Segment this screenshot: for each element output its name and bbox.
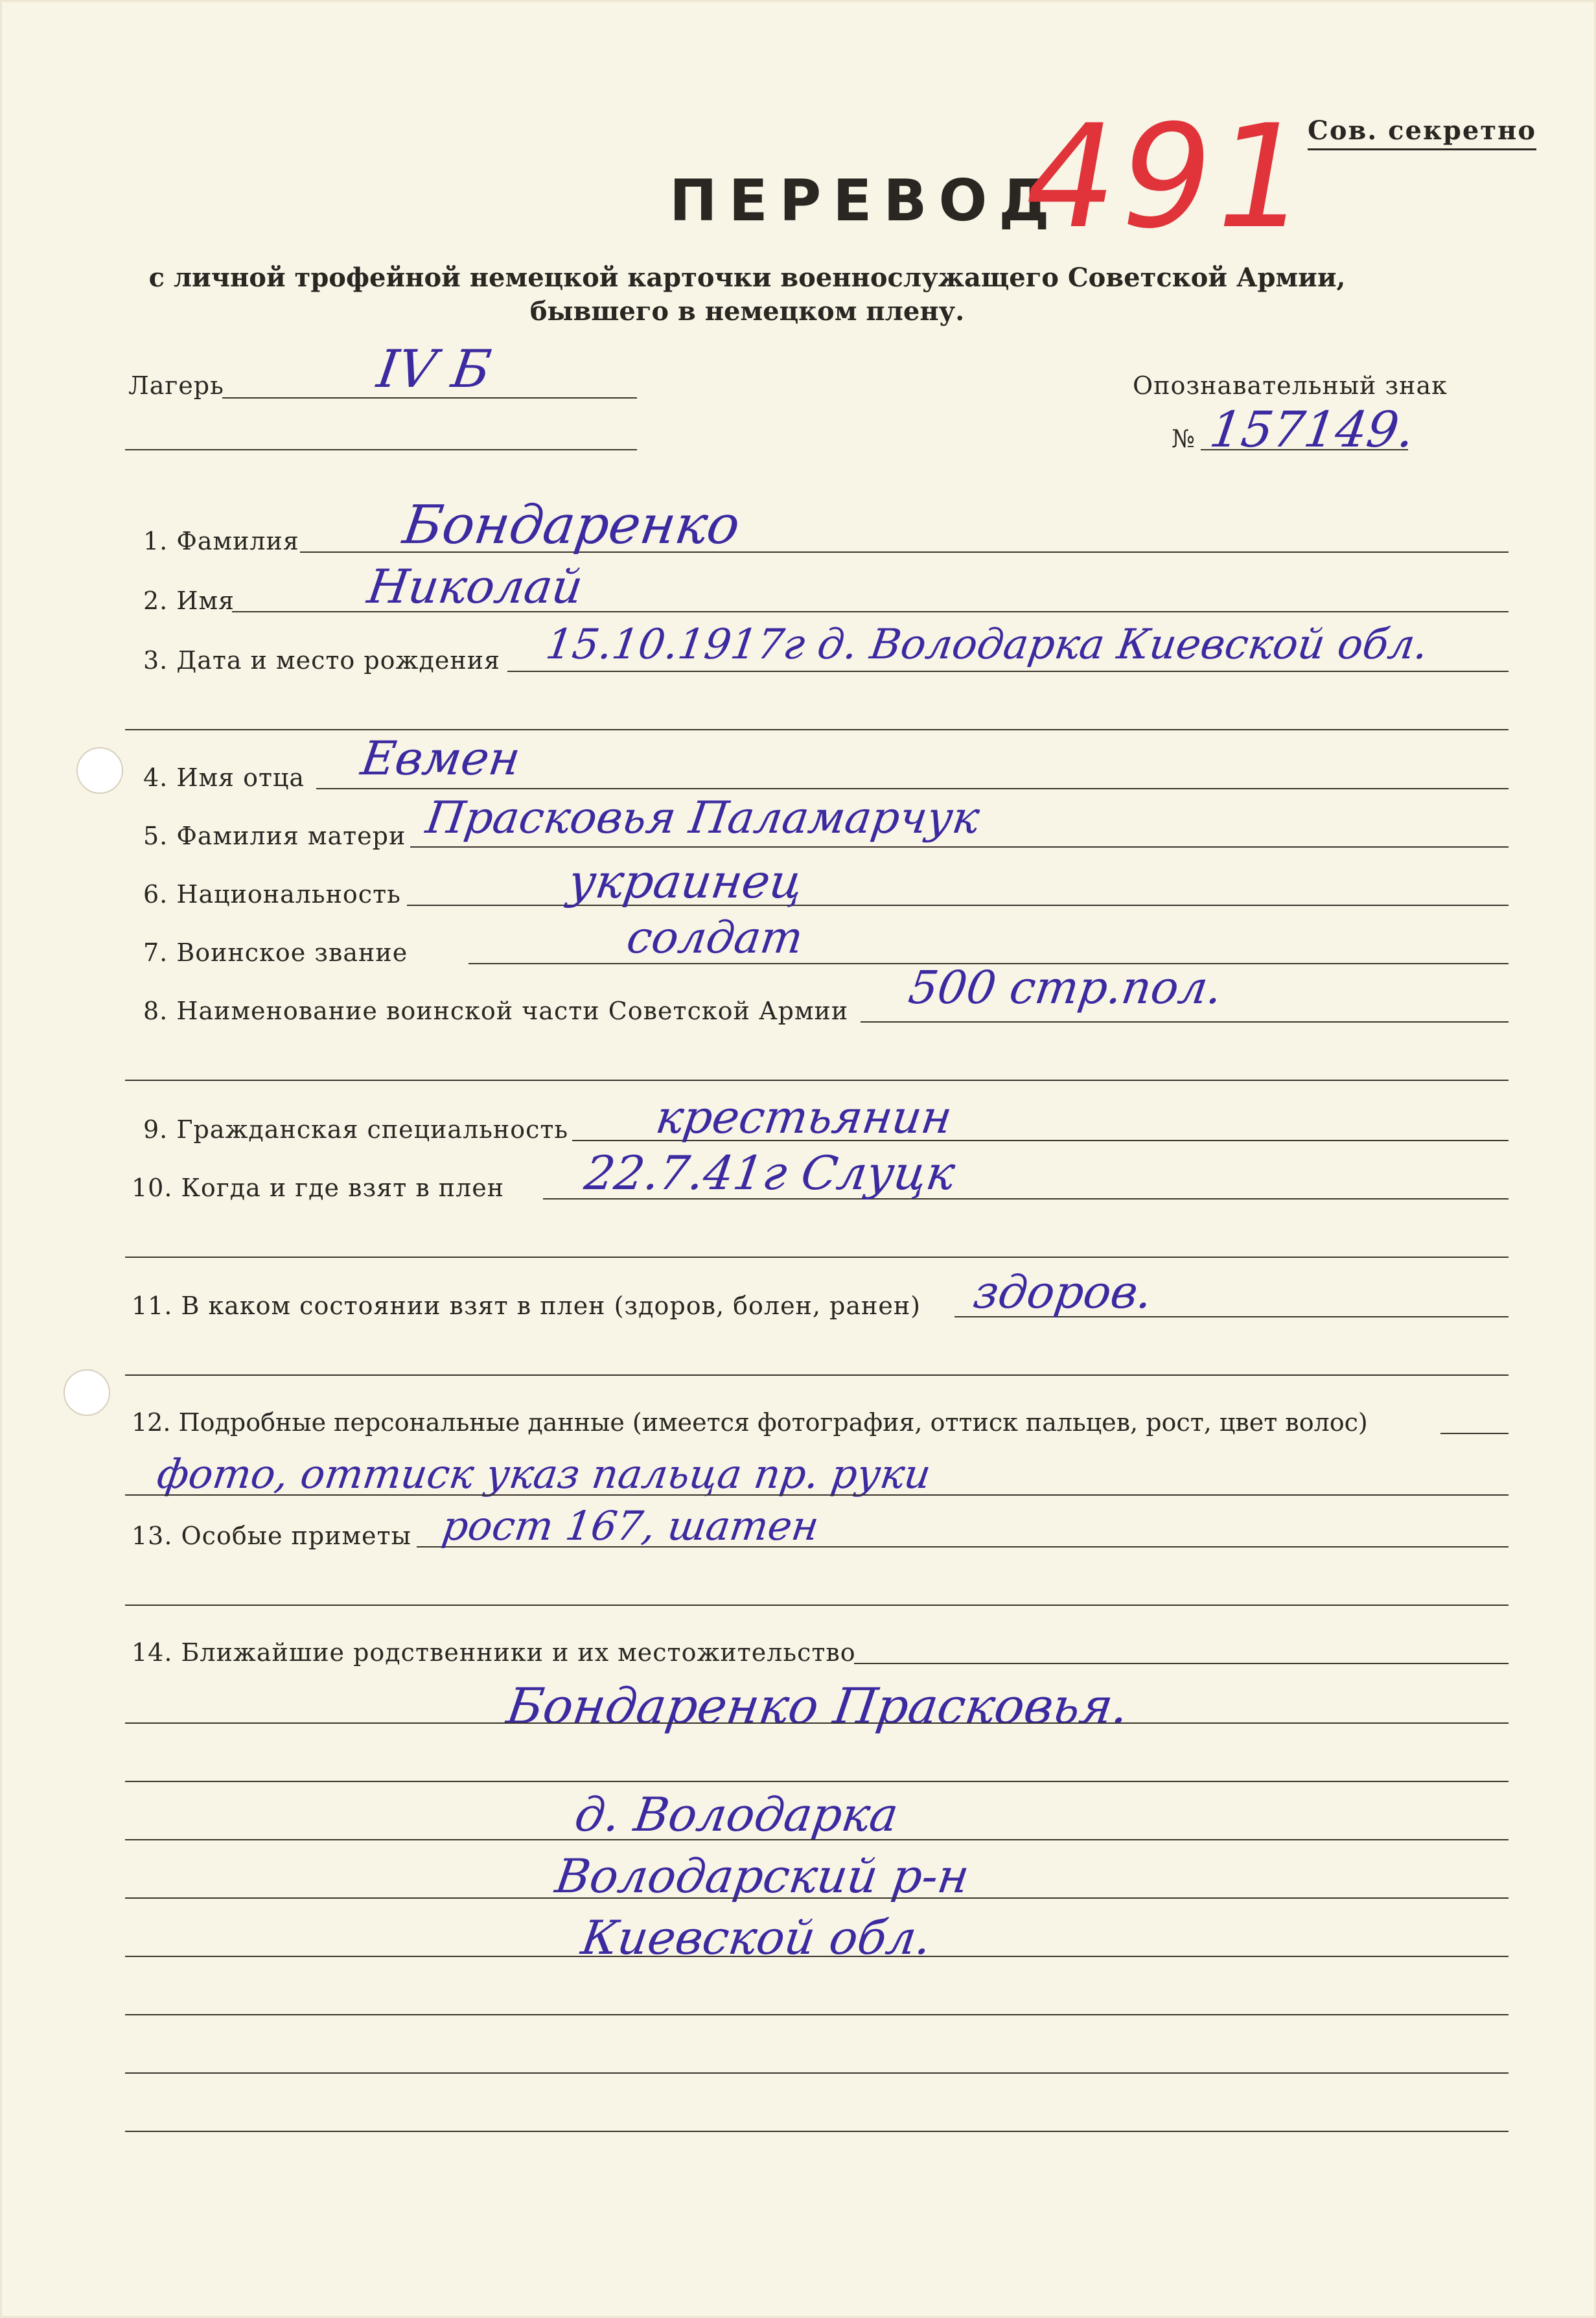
field-14-line-5 (125, 1897, 1509, 1899)
field-4-line (316, 788, 1509, 789)
field-3-label: 3. Дата и место рождения (143, 646, 501, 675)
document-title: ПЕРЕВОД (669, 167, 1061, 234)
field-12-value: фото, оттиск указ пальца пр. руки (154, 1450, 934, 1498)
field-4-label: 4. Имя отца (143, 763, 305, 792)
field-1-label: 1. Фамилия (143, 527, 299, 555)
field-11-value: здоров. (970, 1266, 1156, 1319)
field-13-value: рост 167, шатен (439, 1502, 822, 1549)
field-11-label: 11. В каком состоянии взят в плен (здоров, болен, ранен) (132, 1292, 921, 1320)
field-7-value: солдат (623, 912, 807, 964)
subtitle-line-1: с личной трофейной немецкой карточки военнослужащего Советской Армии, (148, 262, 1346, 293)
field-3-line-2 (125, 729, 1509, 730)
field-14-line-6 (125, 1956, 1509, 1957)
field-9-value: крестьянин (653, 1091, 956, 1144)
field-10-label: 10. Когда и где взят в плен (132, 1174, 505, 1202)
camp-value: IV Б (373, 339, 495, 399)
camp-line-2 (125, 449, 637, 450)
id-tag-label: Опознавательный знак (1133, 371, 1448, 400)
id-tag-value: 157149. (1206, 400, 1418, 458)
field-8-line-2 (125, 1080, 1509, 1081)
field-4-value: Евмен (358, 731, 524, 785)
field-2-label: 2. Имя (143, 586, 235, 615)
field-5-value: Прасковья Паламарчук (422, 793, 983, 844)
field-14-line-3 (125, 1781, 1509, 1782)
field-3-line (507, 671, 1509, 672)
field-13-label: 13. Особые приметы (132, 1522, 411, 1550)
field-14-line-8 (125, 2072, 1509, 2074)
field-8-label: 8. Наименование воинской части Советской Армии (143, 997, 849, 1025)
field-7-label: 7. Воинское звание (143, 938, 408, 967)
field-8-line (861, 1021, 1509, 1023)
field-1-value: Бондаренко (399, 494, 744, 556)
field-5-line (410, 846, 1509, 848)
field-5-label: 5. Фамилия матери (143, 822, 406, 850)
field-6-label: 6. Национальность (143, 880, 401, 909)
field-9-label: 9. Гражданская специальность (143, 1115, 569, 1144)
classification-stamp: Сов. секретно (1308, 115, 1536, 150)
field-14-line-7 (125, 2014, 1509, 2015)
field-10-value: 22.7.41г Слуцк (581, 1146, 958, 1200)
field-14-line (854, 1663, 1509, 1664)
field-14-value-line-4: Киевской обл. (578, 1910, 935, 1965)
punch-hole-bottom (64, 1369, 110, 1416)
field-8-value: 500 стр.пол. (905, 961, 1226, 1014)
id-tag-number-prefix: № (1172, 424, 1196, 453)
field-14-line-2 (125, 1722, 1509, 1724)
field-10-line-2 (125, 1257, 1509, 1258)
field-14-value-line-2: д. Володарка (572, 1787, 902, 1842)
field-14-line-9 (125, 2131, 1509, 2132)
field-14-value-line-3: Володарский р-н (552, 1849, 973, 1903)
field-14-label: 14. Ближайшие родственники и их местожительство (132, 1638, 856, 1667)
red-handwritten-number: 491 (1011, 94, 1324, 260)
document-subtitle (132, 261, 1363, 329)
field-6-value: украинец (565, 854, 807, 909)
field-3-value: 15.10.1917г д. Володарка Киевской обл. (542, 621, 1431, 669)
field-14-line-4 (125, 1839, 1509, 1840)
camp-label: Лагерь (128, 371, 224, 400)
punch-hole-top (76, 747, 123, 794)
field-12-line-2 (125, 1494, 1509, 1496)
field-13-line-2 (125, 1605, 1509, 1606)
field-11-line-2 (125, 1374, 1509, 1376)
field-2-value: Николай (364, 559, 586, 614)
field-14-value-line-1: Бондаренко Прасковья. (503, 1677, 1133, 1735)
field-12-line (1440, 1433, 1509, 1434)
subtitle-line-2: бывшего в немецком плену. (529, 296, 965, 327)
field-12-label: 12. Подробные персональные данные (имеется фотография, оттиск пальцев, рост, цвет волос) (132, 1408, 1368, 1437)
